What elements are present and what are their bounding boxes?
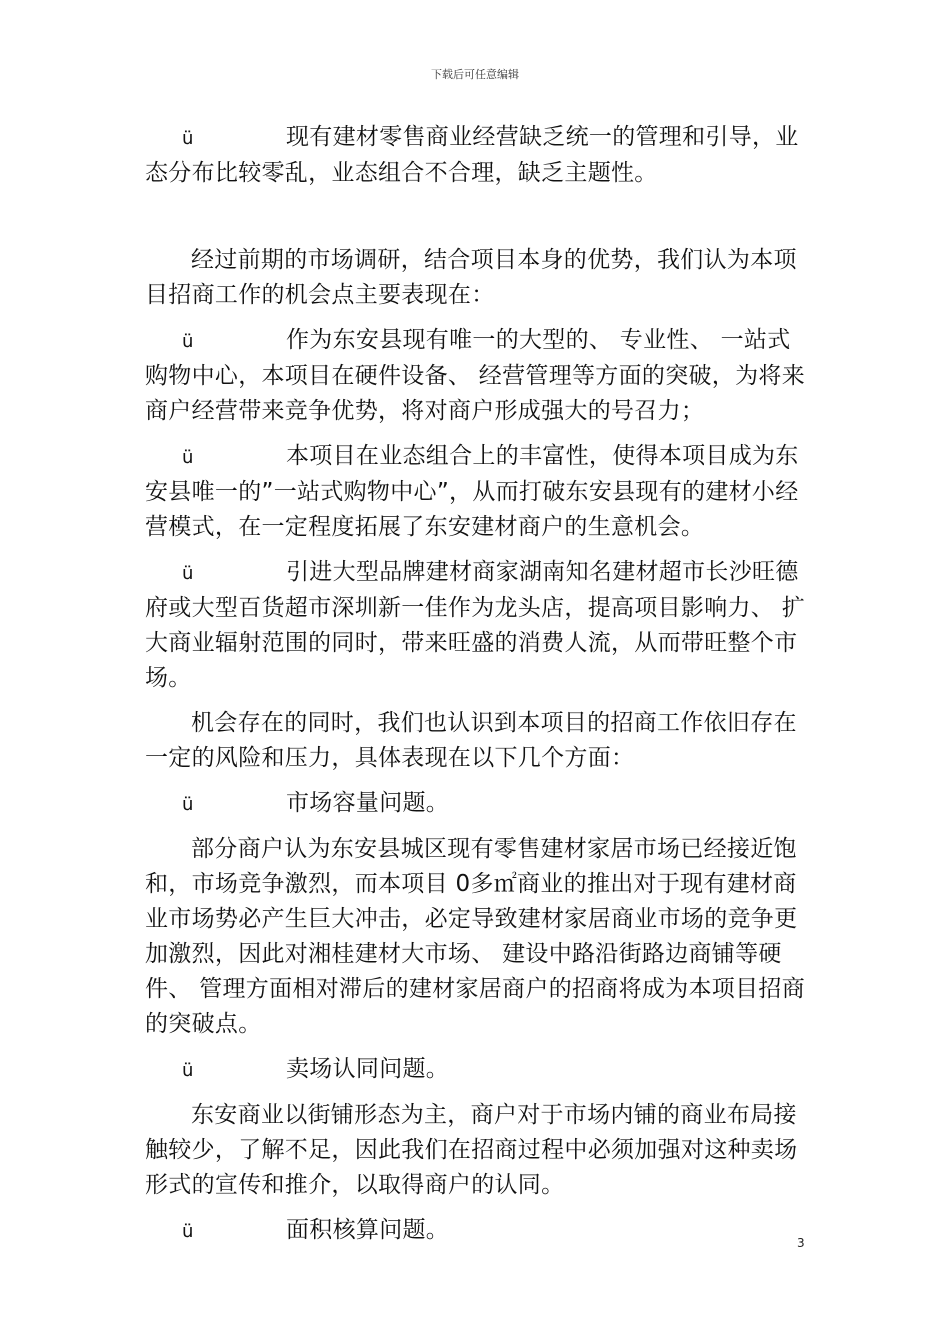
bullet-paragraph: [145, 439, 813, 545]
paragraph-text: 作为东安县现有唯一的大型的、 专业性、 一站式购物中心，本项目在硬件设备、 经营管理等方面的突破，为将来商户经营带来竞争优势，将对商户形成强大的号召力；: [145, 327, 806, 424]
check-bullet-icon: ü: [182, 563, 194, 584]
page-header: 下载后可任意编辑: [431, 68, 519, 81]
paragraph-text: 市场容量问题。: [286, 790, 450, 816]
check-bullet-icon: ü: [182, 794, 194, 815]
bullet-paragraph: [145, 1052, 813, 1088]
body-paragraph: 经过前期的市场调研，结合项目本身的优势，我们认为本项目招商工作的机会点主要表现在：: [145, 247, 797, 308]
paragraph-text: 面积核算问题。: [286, 1217, 450, 1243]
bullet-paragraph: [145, 120, 813, 191]
body-paragraph: 机会存在的同时，我们也认识到本项目的招商工作依旧存在一定的风险和压力，具体表现在以下几个方面：: [145, 710, 797, 771]
check-bullet-icon: ü: [182, 1221, 194, 1242]
bullet-paragraph: [145, 323, 813, 429]
paragraph-text: 现有建材零售商业经营缺乏统一的管理和引导，业态分布比较零乱，业态组合不合理，缺乏主题性。: [145, 124, 799, 186]
page-number: 3: [797, 1236, 805, 1250]
body-paragraph: 东安商业以街铺形态为主，商户对于市场内铺的商业布局接触较少，了解不足，因此我们在招商过程中必须加强对这种卖场形式的宣传和推介，以取得商户的认同。: [145, 1102, 798, 1198]
paragraph-text: 引进大型品牌建材商家湖南知名建材超市长沙旺德府或大型百货超市深圳新一佳作为龙头店，提高项目影响力、 扩大商业辐射范围的同时，带来旺盛的消费人流，从而带旺整个市场。: [145, 559, 806, 691]
bullet-paragraph: [145, 555, 813, 696]
body-paragraph: 部分商户认为东安县城区现有零售建材家居市场已经接近饱和，市场竞争激烈，而本项目 0多㎡商业的推出对于现有建材商业市场势必产生巨大冲击，必定导致建材家居商业市场的竞争更加激烈，因此对湘桂建材大市场、 建设中路沿街路边商铺等硬件、 管理方面相对滞后的建材家居商户的招商将成为本项目招商的突破点。: [145, 836, 806, 1037]
check-bullet-icon: ü: [182, 331, 194, 352]
paragraph-text: 卖场认同问题。: [286, 1056, 450, 1082]
check-bullet-icon: ü: [182, 128, 194, 149]
bullet-paragraph: [145, 1213, 813, 1249]
check-bullet-icon: ü: [182, 447, 194, 468]
document-body: [145, 120, 813, 1249]
bullet-paragraph: [145, 786, 813, 822]
paragraph-text: 本项目在业态组合上的丰富性，使得本项目成为东安县唯一的”一站式购物中心”，从而打破东安县现有的建材小经营模式，在一定程度拓展了东安建材商户的生意机会。: [145, 443, 799, 540]
check-bullet-icon: ü: [182, 1060, 194, 1081]
